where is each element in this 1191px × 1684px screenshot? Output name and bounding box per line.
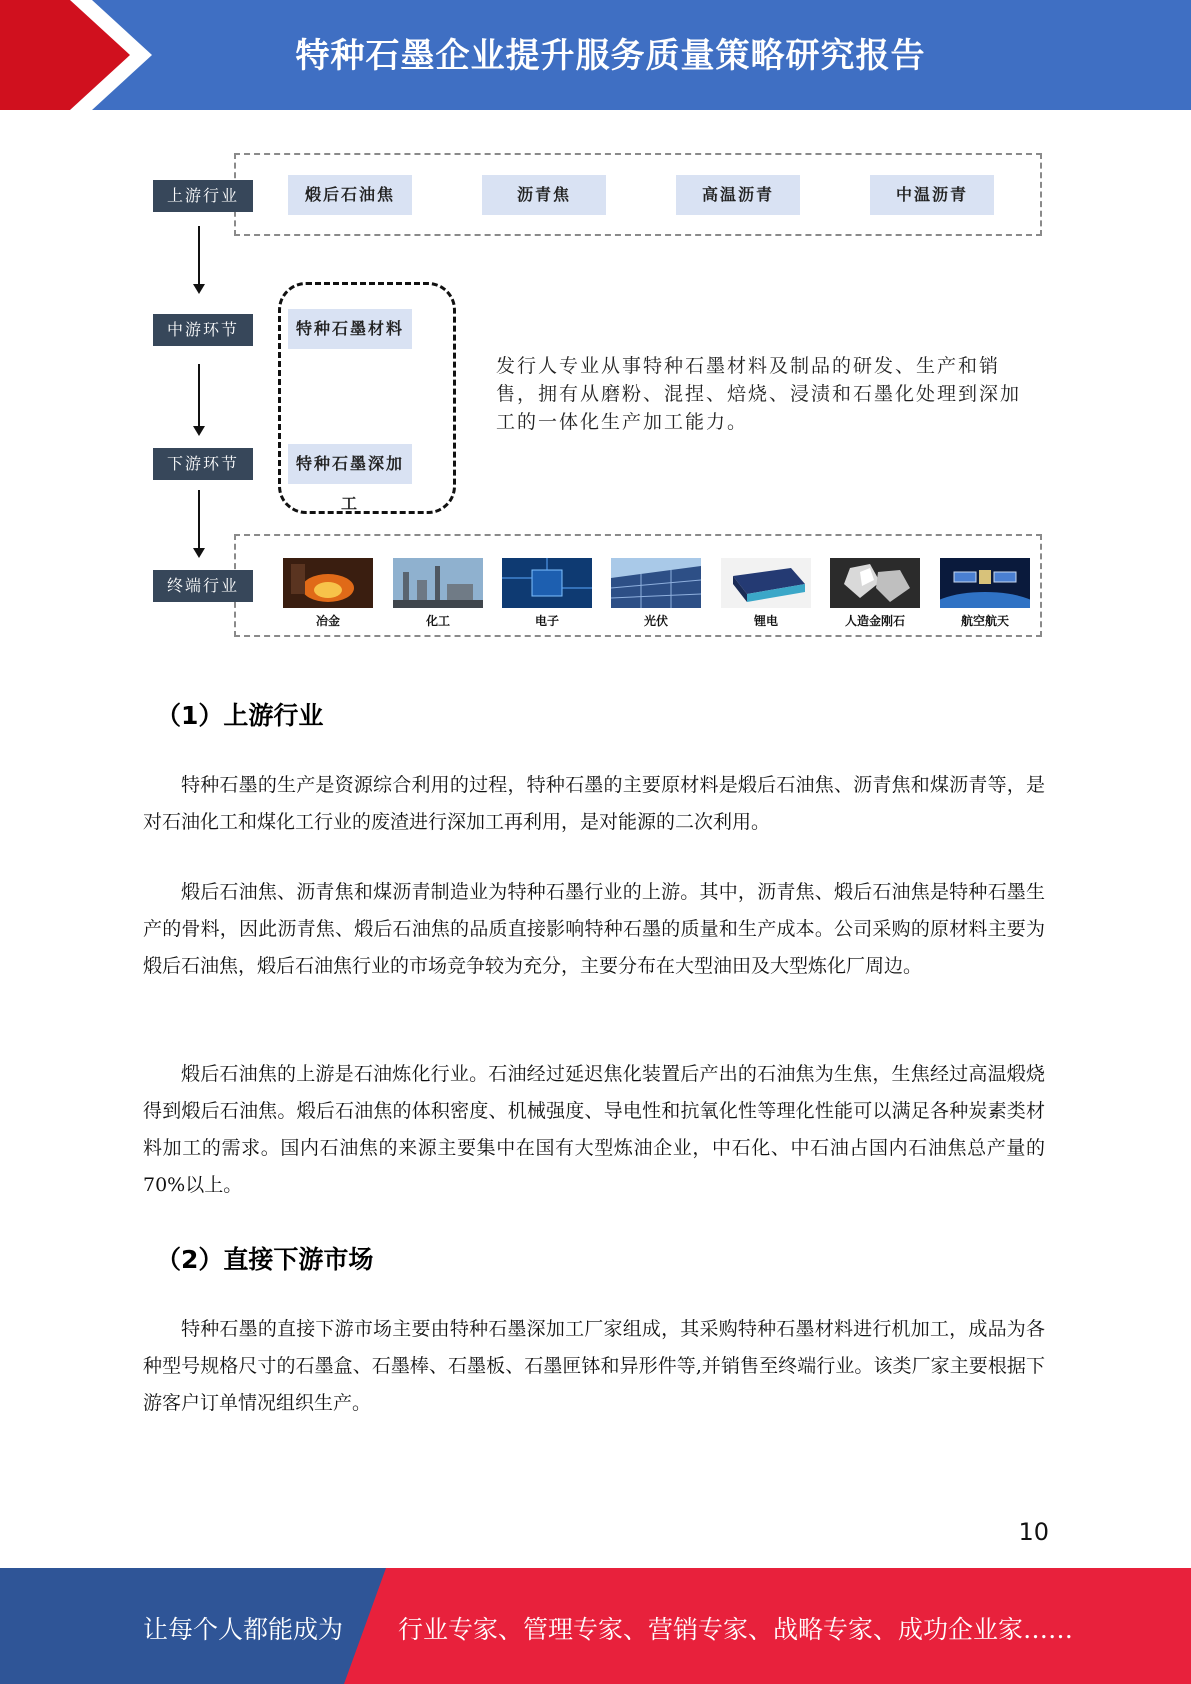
terminal-item-label: 锂电 (753, 614, 778, 628)
paragraph: 特种石墨的生产是资源综合利用的过程，特种石墨的主要原材料是煅后石油焦、沥青焦和煤沥青等，是对石油化工和煤化工行业的废渣进行深加工再利用，是对能源的二次利用。 (143, 774, 1045, 833)
diamond-photo-icon (830, 558, 920, 608)
satellite-photo-icon (940, 558, 1030, 608)
upstream-item: 沥青焦 (482, 175, 606, 215)
terminal-item-label: 化工 (425, 614, 450, 628)
terminal-item-label: 冶金 (315, 614, 340, 628)
lithium-battery-photo-icon (721, 558, 811, 608)
page-header (0, 0, 1191, 110)
arrow-down-icon (198, 364, 200, 434)
metallurgy-photo-icon (283, 558, 373, 608)
paragraph: 煅后石油焦、沥青焦和煤沥青制造业为特种石墨行业的上游。其中，沥青焦、煅后石油焦是特种石墨生产的骨料，因此沥青焦、煅后石油焦的品质直接影响特种石墨的质量和生产成本。公司采购的原材料主要为煅后石油焦，煅后石油焦行业的市场竞争较为充分，主要分布在大型油田及大型炼化厂周边。 (143, 881, 1045, 977)
section-title: （2）直接下游市场 (156, 1245, 374, 1274)
terminal-item-label: 电子 (534, 614, 559, 628)
solar-panel-photo-icon (611, 558, 701, 608)
page-number: 10 (1018, 1518, 1049, 1546)
stage-upstream: 上游行业 (153, 180, 253, 212)
mid-item: 特种石墨材料 (288, 309, 412, 349)
footer-slogan-left: 让每个人都能成为 (143, 1615, 344, 1644)
footer-slogan-right: 行业专家、管理专家、营销专家、战略专家、成功企业家…… (398, 1615, 1074, 1644)
terminal-item-label: 人造金刚石 (844, 614, 905, 628)
page-footer (0, 1568, 1191, 1684)
section-title: （1）上游行业 (156, 701, 324, 730)
stage-midstream: 中游环节 (153, 314, 253, 346)
arrow-down-icon (198, 226, 200, 292)
upstream-item: 中温沥青 (870, 175, 994, 215)
stage-terminal: 终端行业 (153, 570, 253, 602)
mid-item: 特种石墨深加工 (288, 444, 412, 484)
company-description: 发行人专业从事特种石墨材料及制品的研发、生产和销售，拥有从磨粉、混捏、焙烧、浸渍和石墨化处理到深加工的一体化生产加工能力。 (496, 355, 1022, 433)
electronics-chip-photo-icon (502, 558, 592, 608)
terminal-item-label: 航空航天 (960, 614, 1009, 628)
upstream-item: 煅后石油焦 (288, 175, 412, 215)
terminal-item-label: 光伏 (643, 614, 668, 628)
paragraph: 煅后石油焦的上游是石油炼化行业。石油经过延迟焦化装置后产出的石油焦为生焦，生焦经过高温煅烧得到煅后石油焦。煅后石油焦的体积密度、机械强度、导电性和抗氧化性等理化性能可以满足各种炭素类材料加工的需求。国内石油焦的来源主要集中在国有大型炼油企业，中石化、中石油占国内石油焦总产量的 70%以上。 (143, 1063, 1045, 1196)
report-title: 特种石墨企业提升服务质量策略研究报告 (295, 36, 926, 76)
arrow-down-icon (198, 490, 200, 556)
stage-downstream: 下游环节 (153, 448, 253, 480)
upstream-item: 高温沥青 (676, 175, 800, 215)
chemical-plant-photo-icon (393, 558, 483, 608)
paragraph: 特种石墨的直接下游市场主要由特种石墨深加工厂家组成，其采购特种石墨材料进行机加工，成品为各种型号规格尺寸的石墨盒、石墨棒、石墨板、石墨匣钵和异形件等,并销售至终端行业。该类厂家主要根据下游客户订单情况组织生产。 (143, 1318, 1045, 1414)
